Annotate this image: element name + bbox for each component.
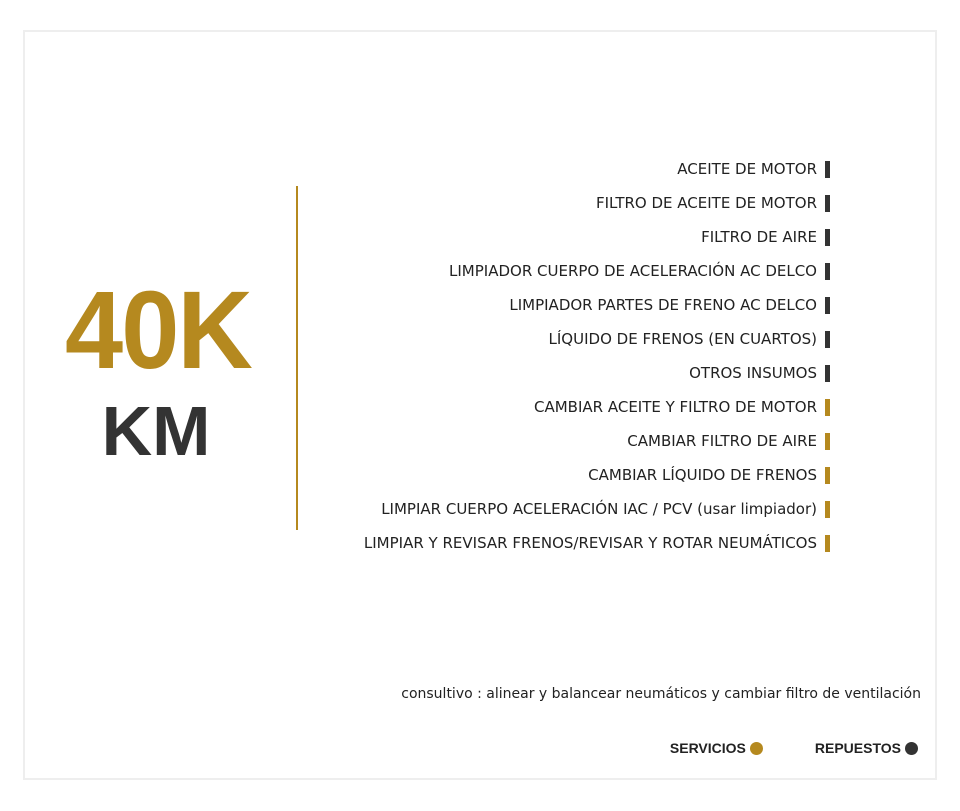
list-item bbox=[364, 322, 830, 356]
item-label: LIMPIAR Y REVISAR FRENOS/REVISAR Y ROTAR NEUMÁTICOS bbox=[363, 534, 817, 552]
list-item bbox=[364, 152, 830, 186]
item-label: CAMBIAR LÍQUIDO DE FRENOS bbox=[588, 466, 817, 484]
item-label: CAMBIAR FILTRO DE AIRE bbox=[627, 432, 817, 450]
repuestos-marker-icon bbox=[825, 365, 830, 382]
item-label: FILTRO DE AIRE bbox=[701, 228, 817, 246]
repuestos-marker-icon bbox=[825, 331, 830, 348]
servicios-marker-icon bbox=[825, 535, 830, 552]
legend-servicios bbox=[670, 740, 763, 756]
list-item bbox=[364, 424, 830, 458]
item-label: LIMPIADOR PARTES DE FRENO AC DELCO bbox=[509, 296, 817, 314]
list-item bbox=[364, 458, 830, 492]
list-item bbox=[364, 390, 830, 424]
legend-repuestos bbox=[815, 740, 918, 756]
maintenance-list bbox=[364, 152, 830, 560]
servicios-marker-icon bbox=[825, 467, 830, 484]
legend-servicios-label: SERVICIOS bbox=[669, 740, 746, 756]
item-label: LÍQUIDO DE FRENOS (EN CUARTOS) bbox=[548, 330, 817, 348]
list-item bbox=[364, 288, 830, 322]
mileage-unit: KM bbox=[101, 392, 211, 470]
list-item bbox=[364, 254, 830, 288]
repuestos-marker-icon bbox=[825, 195, 830, 212]
repuestos-marker-icon bbox=[825, 161, 830, 178]
repuestos-dot-icon bbox=[905, 742, 918, 755]
divider bbox=[296, 186, 298, 530]
item-label: ACEITE DE MOTOR bbox=[677, 160, 817, 178]
repuestos-marker-icon bbox=[825, 263, 830, 280]
servicios-marker-icon bbox=[825, 399, 830, 416]
legend bbox=[670, 740, 918, 756]
mileage-value: 40K bbox=[64, 269, 251, 392]
servicios-dot-icon bbox=[750, 742, 763, 755]
item-label: LIMPIADOR CUERPO DE ACELERACIÓN AC DELCO bbox=[449, 262, 817, 280]
repuestos-marker-icon bbox=[825, 229, 830, 246]
servicios-marker-icon bbox=[825, 433, 830, 450]
list-item bbox=[364, 186, 830, 220]
list-item bbox=[364, 526, 830, 560]
list-item bbox=[364, 356, 830, 390]
legend-repuestos-label: REPUESTOS bbox=[814, 740, 901, 756]
item-label: CAMBIAR ACEITE Y FILTRO DE MOTOR bbox=[534, 398, 817, 416]
list-item bbox=[364, 220, 830, 254]
list-item bbox=[364, 492, 830, 526]
repuestos-marker-icon bbox=[825, 297, 830, 314]
item-label: LIMPIAR CUERPO ACELERACIÓN IAC / PCV (usar limpiador) bbox=[381, 500, 817, 518]
item-label: FILTRO DE ACEITE DE MOTOR bbox=[595, 194, 817, 212]
item-label: OTROS INSUMOS bbox=[689, 364, 817, 382]
servicios-marker-icon bbox=[825, 501, 830, 518]
advisory-note: consultivo : alinear y balancear neumáticos y cambiar filtro de ventilación bbox=[401, 686, 921, 702]
